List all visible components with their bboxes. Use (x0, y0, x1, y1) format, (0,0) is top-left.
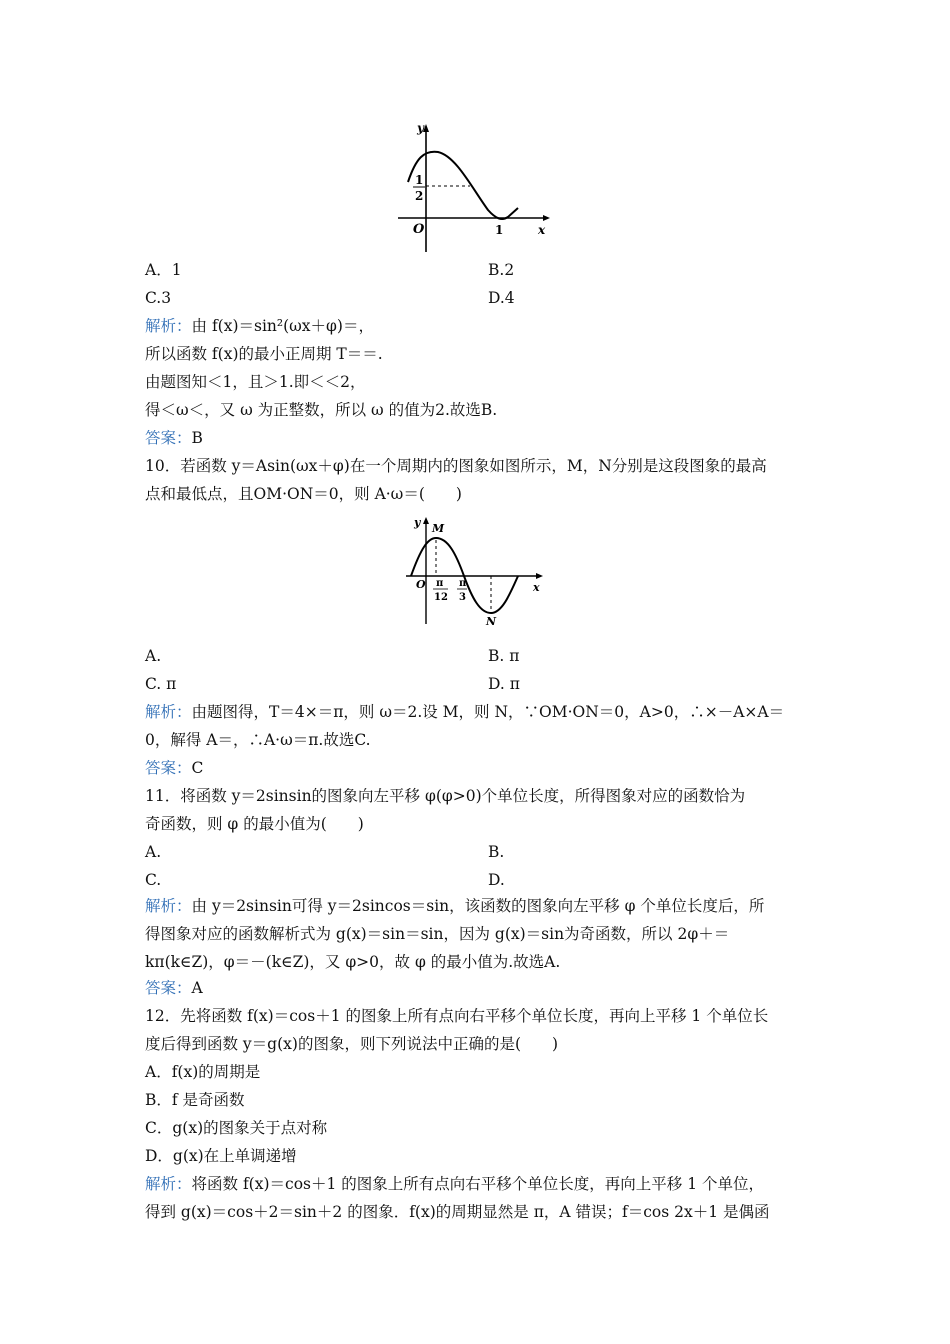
fig1-curve (408, 152, 518, 219)
q12-option-c: C．g(x)的图象关于点对称 (145, 1119, 328, 1137)
q12-option-a: A．f(x)的周期是 (145, 1063, 261, 1081)
q10-option-a: A. (145, 647, 162, 665)
q12-analysis-label: 解析： (145, 1175, 192, 1193)
figure-2-graph (406, 512, 546, 632)
fig2-max-label: M (432, 522, 445, 535)
q9-option-c: C.3 (145, 289, 172, 307)
q10-analysis-line-2: 0，解得 A＝，∴A·ω＝π.故选C. (145, 731, 371, 749)
q11-option-c: C. (145, 871, 162, 889)
fig1-x-label: x (538, 223, 546, 237)
fig2-x-label: x (533, 581, 540, 594)
fig2-min-label: N (486, 615, 497, 628)
q10-option-b: B. π (488, 647, 520, 665)
q12-stem-line-1: 12．先将函数 f(x)＝cos＋1 的图象上所有点向右平移个单位长度，再向上平移 1 个单位长 (145, 1007, 769, 1025)
fig2-tick2-num: π (459, 578, 467, 589)
figure-1-graph (398, 118, 554, 258)
q12-stem-line-2: 度后得到函数 y＝g(x)的图象，则下列说法中正确的是( ) (145, 1035, 559, 1053)
q10-stem-line-1: 10．若函数 y＝Asin(ωx＋φ)在一个周期内的图象如图所示，M，N分别是这段图象的最高 (145, 457, 767, 475)
q10-option-d: D. π (488, 675, 520, 693)
q10-option-c: C. π (145, 675, 177, 693)
q12-analysis-line-1: 解析：将函数 f(x)＝cos＋1 的图象上所有点向右平移个单位长度，再向上平移 1 个单位， (145, 1175, 764, 1193)
fig1-y-label: y (417, 121, 424, 135)
fig2-x-arrow (536, 573, 543, 579)
q9-analysis-line-3: 由题图知＜1，且＞1.即＜＜2， (145, 373, 366, 391)
q12-analysis-line-2: 得到 g(x)＝cos＋2＝sin＋2 的图象．f(x)的周期显然是 π，A 错误；f＝cos 2x＋1 是偶函 (145, 1203, 770, 1221)
q10-answer: 答案：C (145, 759, 204, 777)
q11-stem-line-1: 11．将函数 y＝2sinsin的图象向左平移 φ(φ>0)个单位长度，所得图象对应的函数恰为 (145, 787, 746, 805)
q11-analysis-label: 解析： (145, 897, 192, 915)
q11-option-a: A. (145, 843, 162, 861)
fig2-tick1-num: π (436, 578, 444, 589)
q9-analysis-label: 解析： (145, 317, 192, 335)
fig2-y-label: y (414, 516, 421, 529)
q9-analysis-line-2: 所以函数 f(x)的最小正周期 T＝＝. (145, 345, 383, 363)
q9-analysis-line-1: 解析：由 f(x)＝sin²(ωx＋φ)＝， (145, 317, 374, 335)
q12-option-b: B．f 是奇函数 (145, 1091, 245, 1109)
q9-option-a: A．1 (145, 261, 182, 279)
fig2-origin-label: O (416, 578, 426, 591)
q11-analysis-line-3: kπ(k∈Z)，φ＝－(k∈Z)，又 φ>0，故 φ 的最小值为.故选A. (145, 953, 561, 971)
q9-answer: 答案：B (145, 429, 203, 447)
fig1-half-numerator: 1 (415, 173, 424, 187)
q11-analysis-line-1: 解析：由 y＝2sinsin可得 y＝2sincos＝sin，该函数的图象向左平移 φ 个单位长度后，所 (145, 897, 765, 915)
fig2-tick2-den: 3 (459, 592, 466, 603)
q11-answer: 答案：A (145, 979, 203, 997)
q11-option-b: B. (488, 843, 505, 861)
q10-analysis-label: 解析： (145, 703, 192, 721)
q10-answer-label: 答案： (145, 759, 192, 777)
q9-option-b: B.2 (488, 261, 515, 279)
q10-analysis-line-1: 解析：由题图得，T＝4×＝π，则 ω＝2.设 M，则 N，∵OM·ON＝0，A>0，∴×－A×A＝ (145, 703, 785, 721)
q11-answer-label: 答案： (145, 979, 192, 997)
q10-stem-line-2: 点和最低点，且OM·ON＝0，则 A·ω＝( ) (145, 485, 462, 503)
fig2-y-arrow (423, 517, 429, 524)
q12-option-d: D．g(x)在上单调递增 (145, 1147, 297, 1165)
q9-analysis-line-4: 得＜ω＜，又 ω 为正整数，所以 ω 的值为2.故选B. (145, 401, 498, 419)
q11-option-d: D. (488, 871, 505, 889)
fig2-tick1-den: 12 (434, 592, 448, 603)
fig1-x-tick-label: 1 (495, 223, 504, 237)
q9-answer-label: 答案： (145, 429, 192, 447)
q11-stem-line-2: 奇函数，则 φ 的最小值为( ) (145, 815, 364, 833)
fig1-half-denominator: 2 (415, 189, 424, 203)
fig1-x-arrow (543, 215, 550, 221)
fig1-origin-label: O (413, 222, 425, 237)
q11-analysis-line-2: 得图象对应的函数解析式为 g(x)＝sin＝sin，因为 g(x)＝sin为奇函数，所以 2φ＋＝ (145, 925, 730, 943)
q9-option-d: D.4 (488, 289, 515, 307)
